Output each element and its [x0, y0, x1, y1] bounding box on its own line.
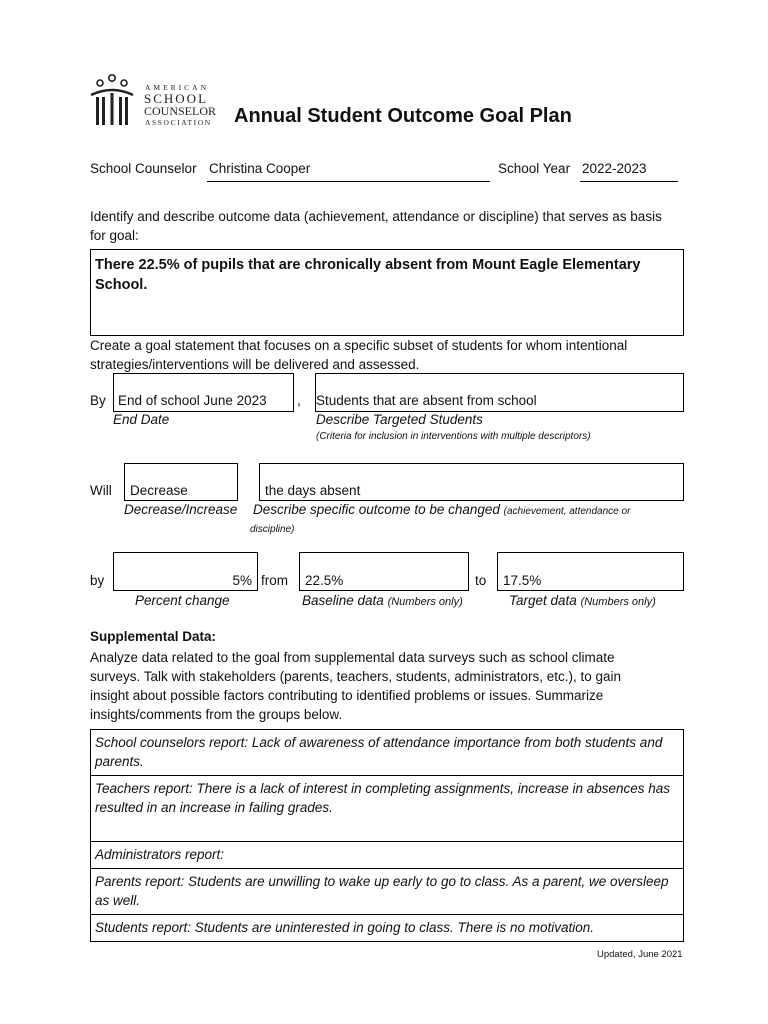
counselor-label: School Counselor [90, 161, 197, 176]
students-report[interactable]: Students report: Students are uninterested in going to class. There is no motivation. [91, 915, 684, 942]
counselor-value: Christina Cooper [209, 161, 311, 176]
supplemental-heading: Supplemental Data: [90, 629, 217, 644]
percent-caption: Percent change [135, 593, 230, 608]
outcome-value: the days absent [265, 483, 361, 498]
from-label: from [261, 573, 288, 588]
target-value: 17.5% [503, 573, 542, 588]
will-label: Will [90, 483, 112, 498]
logo-line-2: SCHOOL [144, 91, 209, 106]
to-label: to [475, 573, 487, 588]
targeted-students-field[interactable] [315, 373, 684, 412]
asca-logo [88, 73, 228, 129]
supplemental-table [90, 729, 684, 942]
baseline-value: 22.5% [305, 573, 344, 588]
baseline-caption-block [302, 593, 463, 608]
outcome-caption-block [250, 502, 670, 538]
page-title: Annual Student Outcome Goal Plan [234, 105, 572, 127]
outcome-field[interactable] [259, 463, 684, 501]
direction-value: Decrease [130, 483, 188, 498]
by-label: By [90, 393, 106, 408]
baseline-sub: (Numbers only) [387, 596, 463, 608]
targeted-students-value: Students that are absent from school [316, 393, 537, 408]
administrators-report[interactable]: Administrators report: [91, 842, 684, 869]
baseline-caption: Baseline data [302, 593, 384, 608]
target-caption-block [509, 593, 656, 608]
counselor-field[interactable] [207, 161, 490, 182]
logo-figures-icon [88, 73, 136, 129]
target-field[interactable] [497, 552, 684, 591]
parents-report[interactable]: Parents report: Students are unwilling to wake up early to go to class. As a parent, we oversleep as well. [91, 869, 684, 915]
school-year-value: 2022-2023 [582, 161, 647, 176]
logo-line-1: AMERICAN [145, 83, 210, 92]
school-year-label: School Year [498, 161, 571, 176]
comma: , [297, 393, 301, 408]
counselors-report[interactable]: School counselors report: Lack of awareness of attendance importance from both students and parents. [91, 730, 684, 776]
target-caption: Target data [509, 593, 577, 608]
end-date-value: End of school June 2023 [118, 393, 267, 408]
targeted-sub: (Criteria for inclusion in interventions with multiple descriptors) [316, 431, 591, 442]
teachers-report[interactable]: Teachers report: There is a lack of interest in completing assignments, increase in absences has resulted in an increase in failing grades. [91, 776, 684, 842]
baseline-field[interactable] [299, 552, 469, 591]
supplemental-intro: Analyze data related to the goal from supplemental data surveys such as school climate surveys. Talk with stakeholders (parents, teachers, students, administrators, etc.), to gain insight about possible factors contributing to identified problems or issues. Summarize insights/comments from the groups below. [90, 650, 621, 722]
targeted-caption: Describe Targeted Students [316, 412, 483, 427]
direction-field[interactable] [124, 463, 238, 501]
outcome-sub: (achievement, attendance or discipline) [250, 506, 631, 535]
end-date-field[interactable] [113, 373, 294, 412]
direction-caption: Decrease/Increase [124, 502, 238, 517]
percent-field[interactable] [113, 552, 258, 591]
target-sub: (Numbers only) [580, 596, 656, 608]
logo-line-3: COUNSELOR [144, 104, 217, 118]
outcome-data-box[interactable] [90, 249, 684, 336]
footer-updated: Updated, June 2021 [597, 949, 683, 960]
end-date-caption: End Date [113, 412, 170, 427]
goal-prompt: Create a goal statement that focuses on a specific subset of students for whom intentional strategies/interventions will be delivered and assessed. [90, 338, 628, 372]
logo-line-4: ASSOCIATION [145, 118, 212, 127]
school-year-field[interactable] [580, 161, 678, 182]
percent-value: 5% [232, 573, 252, 588]
outcome-caption: Describe specific outcome to be changed [253, 502, 500, 517]
outcome-prompt: Identify and describe outcome data (achievement, attendance or discipline) that serves as basis for goal: [90, 209, 662, 243]
outcome-data-text: There 22.5% of pupils that are chronically absent from Mount Eagle Elementary School. [95, 257, 641, 293]
by-percent-label: by [90, 573, 105, 588]
